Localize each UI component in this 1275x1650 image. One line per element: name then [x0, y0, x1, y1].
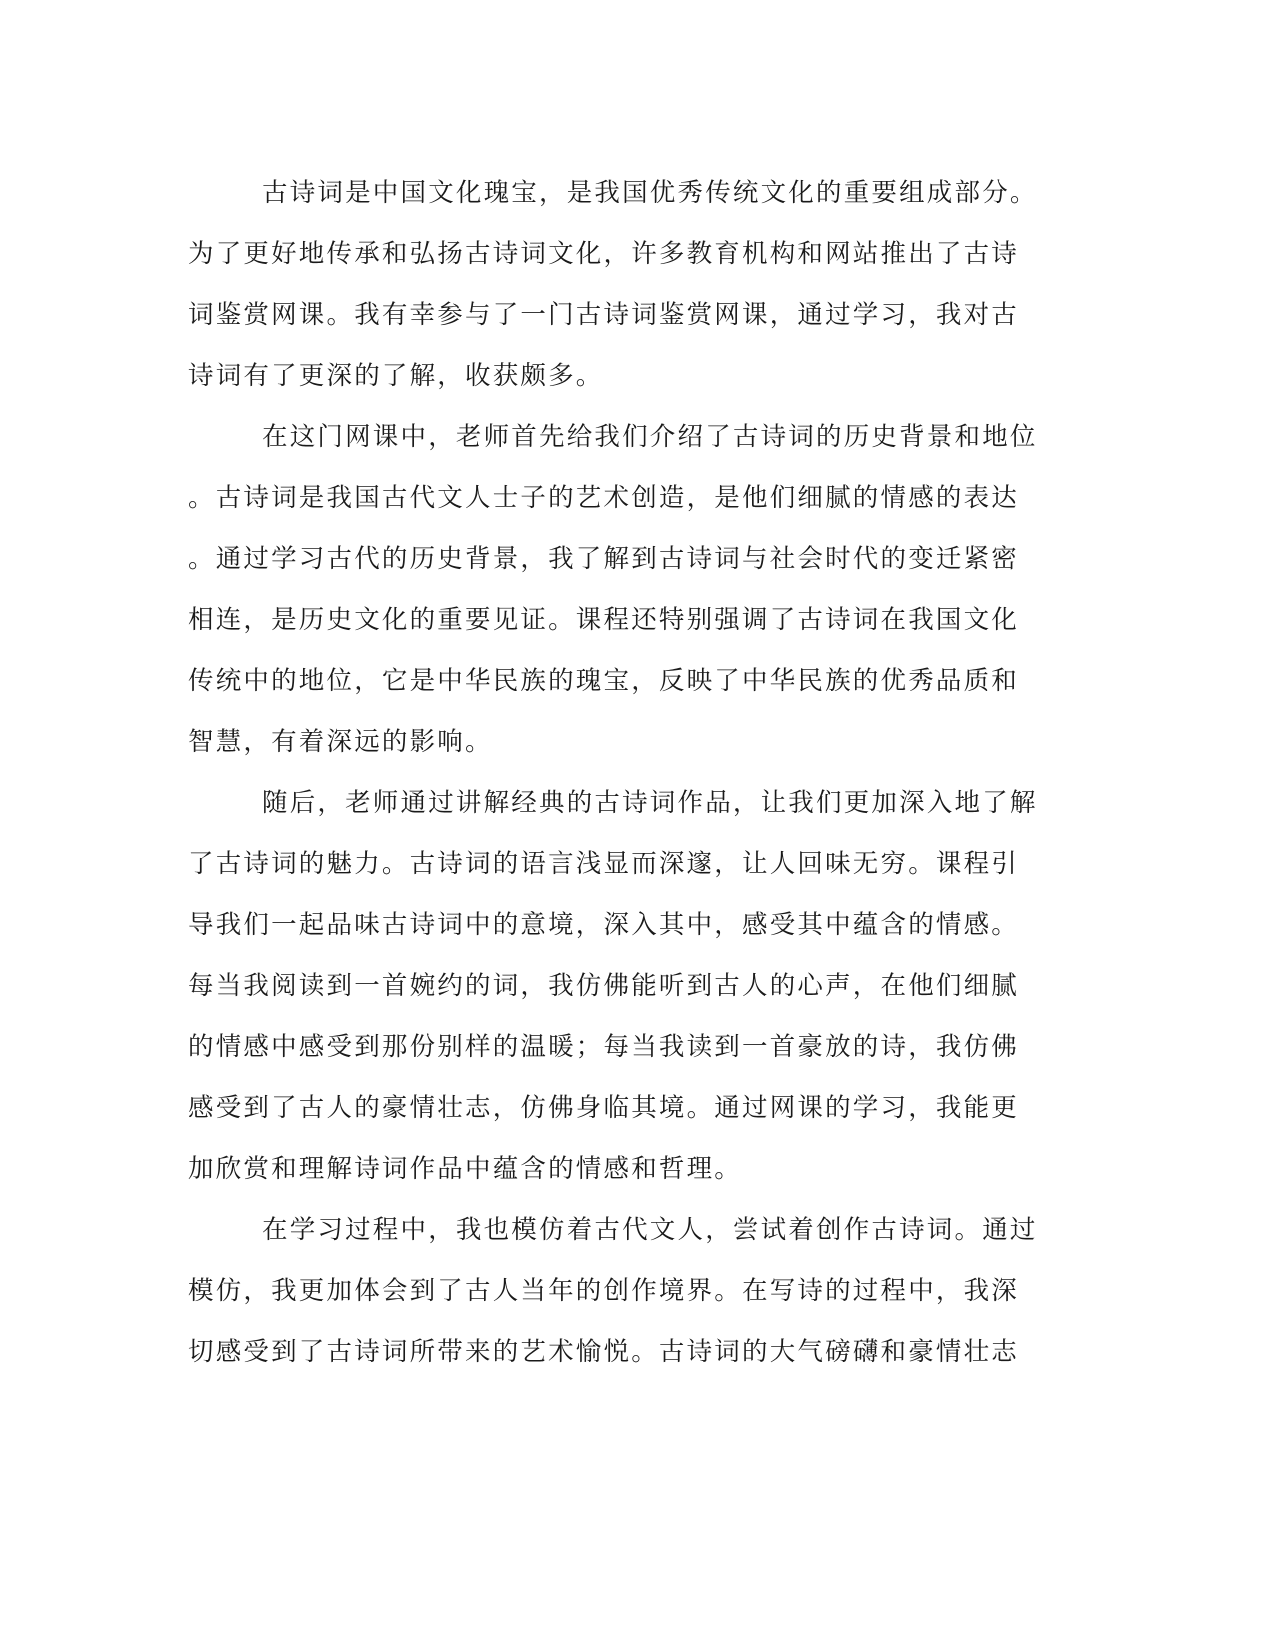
paragraph-line: 古诗词是中国文化瑰宝，是我国优秀传统文化的重要组成部分。 — [262, 178, 1038, 208]
paragraph-line: 在学习过程中，我也模仿着古代文人，尝试着创作古诗词。通过 — [262, 1215, 1038, 1245]
paragraph-line: 。古诗词是我国古代文人士子的艺术创造，是他们细腻的情感的表达 — [188, 483, 1020, 513]
paragraph-line: 切感受到了古诗词所带来的艺术愉悦。古诗词的大气磅礴和豪情壮志 — [188, 1337, 1020, 1367]
paragraph-line: 传统中的地位，它是中华民族的瑰宝，反映了中华民族的优秀品质和 — [188, 666, 1020, 696]
paragraph-line: 智慧，有着深远的影响。 — [188, 727, 493, 757]
paragraph-line: 加欣赏和理解诗词作品中蕴含的情感和哲理。 — [188, 1154, 743, 1184]
paragraph-line: 为了更好地传承和弘扬古诗词文化，许多教育机构和网站推出了古诗 — [188, 239, 1020, 269]
paragraph-line: 每当我阅读到一首婉约的词，我仿佛能听到古人的心声，在他们细腻 — [188, 971, 1020, 1001]
paragraph-line: 词鉴赏网课。我有幸参与了一门古诗词鉴赏网课，通过学习，我对古 — [188, 300, 1020, 330]
paragraph-1 — [188, 163, 1068, 407]
paragraph-line: 感受到了古人的豪情壮志，仿佛身临其境。通过网课的学习，我能更 — [188, 1093, 1020, 1123]
paragraph-line: 导我们一起品味古诗词中的意境，深入其中，感受其中蕴含的情感。 — [188, 910, 1020, 940]
paragraph-2 — [188, 407, 1068, 773]
paragraph-4 — [188, 1200, 1068, 1383]
paragraph-line: 随后，老师通过讲解经典的古诗词作品，让我们更加深入地了解 — [262, 788, 1038, 818]
paragraph-line: 诗词有了更深的了解，收获颇多。 — [188, 361, 604, 391]
paragraph-line: 的情感中感受到那份别样的温暖；每当我读到一首豪放的诗，我仿佛 — [188, 1032, 1020, 1062]
paragraph-line: 相连，是历史文化的重要见证。课程还特别强调了古诗词在我国文化 — [188, 605, 1020, 635]
essay-body — [188, 163, 1068, 1383]
paragraph-line: 模仿，我更加体会到了古人当年的创作境界。在写诗的过程中，我深 — [188, 1276, 1020, 1306]
paragraph-line: 在这门网课中，老师首先给我们介绍了古诗词的历史背景和地位 — [262, 422, 1038, 452]
paragraph-line: 。通过学习古代的历史背景，我了解到古诗词与社会时代的变迁紧密 — [188, 544, 1020, 574]
paragraph-3 — [188, 773, 1068, 1200]
paragraph-line: 了古诗词的魅力。古诗词的语言浅显而深邃，让人回味无穷。课程引 — [188, 849, 1020, 879]
